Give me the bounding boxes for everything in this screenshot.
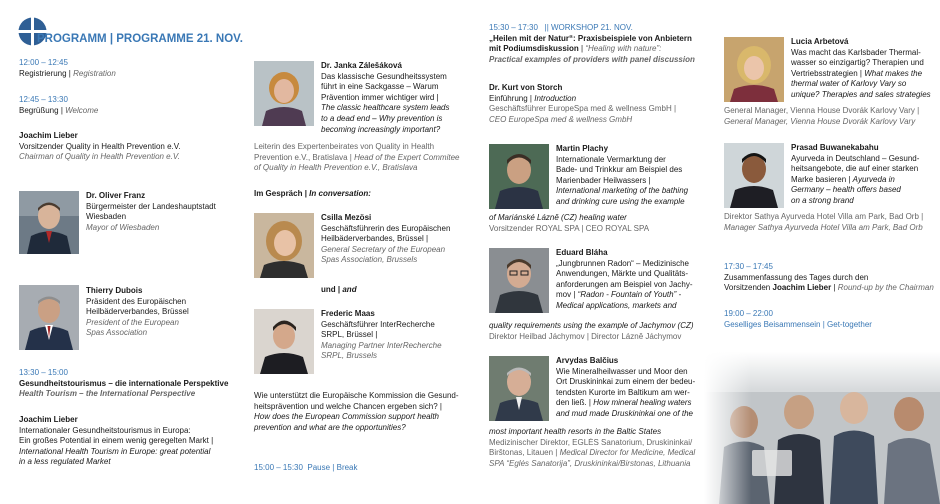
talk-de-1: Wie Mineralheilwasser und Moor den [556,366,688,376]
time-health-tourism: 13:30 – 15:00 [19,368,68,377]
portrait-icon [254,213,314,278]
talk-en-2: Medical applications, markets and [556,300,677,310]
role-de-2: Heilbäderverbandes, Brüssel | [321,234,429,244]
sep: | [831,283,838,293]
talk-de-2: wasser so einzigartig? Therapien und [791,58,924,68]
photo-oliver-franz [19,191,79,254]
role-en-2: Spas Association, Brussels [321,255,418,265]
speaker-name: Eduard Bláha [556,248,608,257]
role-en-1: Managing Partner InterRecherche [321,340,442,350]
talk-en-2: and mud made Druskininkai one of the [556,408,693,418]
talk-de-4: den ließ. | [556,398,591,408]
talk-de-1: Ayurveda in Deutschland – Gesund- [791,153,920,163]
speaker-name: Joachim Lieber [772,283,832,293]
and-label [321,285,421,296]
role-de-2: Wiesbaden [86,212,127,222]
page-title: PROGRAMM | PROGRAMME 21. NOV. [37,33,243,45]
talk-de-1: Internationale Vermarktung der [556,154,666,164]
photo-csilla-mezosi [254,213,314,278]
talk-en-2: in a less regulated Market [19,457,111,467]
time-registration: 12:00 – 12:45 [19,58,68,67]
role-de: Vorsitzender Quality in Health Prevention e.V. [19,141,181,151]
talk-en-2: to a dead end – Why prevention is [321,113,443,123]
time-pause: 15:00 – 15:30 [254,463,303,472]
role-en-2: of Quality in Health Prevention e.V., Bratislava [254,163,418,173]
talk-de-3: anforderungen am Beispiel von Jachy- [556,279,693,289]
workshop-title-2: mit Podiumsdiskussion [489,44,579,54]
talk-en-2: and drinking cure using the example [556,196,685,206]
storch-block [489,83,714,125]
registration-de: Registrierung [19,68,67,78]
workshop-title-1: „Heilen mit der Natur“: Praxisbeispiele von Anbietern [489,33,692,43]
time-summary: 17:30 – 17:45 [724,262,773,271]
talk-en-3: of Mariánské Lázně (CZ) healing water [489,213,627,222]
evening-en: Get-together [827,319,872,329]
registration-block [19,58,239,79]
talk-de-1: Internationaler Gesundheitstourismus in Europa: [19,425,191,435]
talk-de-4: mov | [556,290,576,300]
talk-de-2: heitsangebote, die auf einer starken [791,164,919,174]
zalesakova-block [321,61,461,135]
photo-arvydas-balcius [489,356,549,421]
talk-de-3: Vertriebsstrategien | [791,68,863,78]
role-de-2: Heilbäderverbandes, Brüssel [86,307,189,317]
portrait-icon [724,143,784,208]
portrait-icon [254,309,314,374]
talk-de-3: tendsten Kurorte im Baltikum am wer- [556,387,690,397]
talk-de: Einführung [489,93,528,103]
summary-de-1: Zusammenfassung des Tages durch den [724,272,869,282]
welcome-de: Begrüßung [19,105,59,115]
talk-en-2: Germany – health offers based [791,185,901,195]
talk-de-3: Prävention immer wichtiger wird | [321,92,439,102]
conversation-label [254,189,469,200]
role-en: General Manager, Vienna House Dvorák Karlovy Vary [724,116,916,126]
summary-de-2: Vorsitzenden [724,283,771,293]
role-de-1: Geschäftsführer InterRecherche [321,319,435,329]
health-tourism-block [19,368,249,400]
portrait-icon [19,191,79,254]
role-de-2: Prevention e.V., Bratislava | [254,152,352,162]
workshop-title-en-2: Practical examples of providers with panel discussion [489,54,695,64]
speaker-name: Joachim Lieber [19,415,78,424]
lieber-talk-block [19,415,249,468]
photo-martin-plachy [489,144,549,209]
photo-prasad-buwanekabahu [724,143,784,208]
photo-frederic-maas [254,309,314,374]
question-block [254,391,479,433]
blaha-block [556,248,696,312]
portrait-icon [489,248,549,313]
role-de-1: Präsident des Europäischen [86,296,187,306]
arbetova-role [724,106,939,127]
role-en: Mayor of Wiesbaden [86,222,160,232]
conversation-en: In conversation: [309,189,371,198]
photo-eduard-blaha [489,248,549,313]
role-de: Direktor Sathya Ayurveda Hotel Villa am Park, Bad Orb | [724,212,924,221]
question-de-2: heitsprävention und welche Chancen ergeben sich? | [254,401,442,411]
audience-image-icon [704,352,940,504]
role-en-1: President of the European [86,317,179,327]
maas-block [321,309,461,362]
portrait-icon [254,61,314,126]
talk-en-3: unique? Therapies and sales strategies [791,89,931,99]
role-de-1: Leiterin des Expertenbeirates von Quality in Health [254,142,435,151]
role-de-1: Medizinischer Direktor, EGLĖS Sanatorium, Druskininkai/ [489,437,693,447]
talk-en-3: most important health resorts in the Baltic States [489,427,662,436]
portrait-icon [489,356,549,421]
summary-block [724,262,939,294]
talk-de-2: Bade- und Trinkkur am Beispiel des [556,165,683,175]
speaker-name: Martin Plachy [556,144,609,153]
time-welcome: 12:45 – 13:30 [19,95,68,104]
session-title-en: Health Tourism – the International Perspective [19,389,196,399]
speaker-name: Joachim Lieber [19,131,78,140]
role-de-2: Birštonas, Litauen | [489,448,558,458]
balcius-block [556,356,696,420]
speaker-name: Prasad Buwanekabahu [791,143,879,152]
buwanekabahu-block [791,143,936,207]
summary-en: Round-up by the Chairman [837,283,934,293]
talk-en-3: quality requirements using the example of Jachymov (CZ) [489,321,694,330]
role-de-1: Geschäftsführerin des Europäischen [321,223,451,233]
welcome-en: Welcome [65,105,99,115]
role-en-2: SPA “Eglės Sanatorija”, Druskininkai/Birstonas, Lithuania [489,458,691,468]
plachy-block [556,144,696,208]
evening-de: Geselliges Beisammensein [724,319,821,329]
blaha-extra [489,321,714,342]
talk-en-3: becoming increasingly important? [321,124,441,134]
speaker-name: Arvydas Balčius [556,356,619,365]
sep: | [58,105,66,115]
role-en: Manager Sathya Ayurveda Hotel Villa am Park, Bad Orb [724,222,923,232]
workshop-title-en-1: “Healing with nature”: [585,44,662,54]
photo-thierry-dubois [19,285,79,350]
dubois-block [86,286,246,339]
time-evening: 19:00 – 22:00 [724,309,773,318]
speaker-name: Thierry Dubois [86,286,143,295]
conversation-de: Im Gespräch [254,189,303,198]
and-de: und [321,285,336,294]
portrait-icon [489,144,549,209]
role: Vorsitzender ROYAL SPA | CEO ROYAL SPA [489,223,650,233]
pause-de: Pause [307,463,331,472]
role-en-1: Head of the Expert Commitee [354,152,460,162]
buwanekabahu-role [724,212,939,233]
photo-janka-zalesakova [254,61,314,126]
talk-en: Introduction [534,93,577,103]
talk-de-2: Ort Druskininkai zum einem der bedeu- [556,377,696,387]
sep: | [66,68,74,78]
mezosi-block [321,213,461,266]
talk-de-1: „Jungbrunnen Radon“ – Medizinische [556,258,689,268]
talk-de-1: Das klassische Gesundheitssystem [321,71,447,81]
evening-block [724,309,939,330]
role-en-1: Medical Director for Medicine, Medical [559,448,696,458]
registration-en: Registration [73,68,116,78]
sep: | [820,319,828,329]
role-en-1: General Secretary of the European [321,244,446,254]
chairman-block [19,131,239,163]
sep: | [330,463,337,472]
talk-en-1: International marketing of the bathing [556,186,689,196]
talk-en-1: “Radon - Fountain of Youth” - [577,290,682,300]
franz-block [86,191,246,233]
talk-de-2: führt in eine Sackgasse – Warum [321,82,439,92]
time-workshop: 15:30 – 17:30 [489,23,538,32]
speaker-name: Dr. Janka Zálešáková [321,61,402,70]
speaker-name: Dr. Kurt von Storch [489,83,563,92]
workshop-block: 15:30 – 17:30 || WORKSHOP 21. NOV. „Heilen mit der Natur“: Praxisbeispiele von Anbietern mit Podiumsdiskussion | “Healing with nature”: Practical examples of providers with panel discussion [489,23,714,65]
role-de-1: Bürgermeister der Landeshauptstadt [86,201,216,211]
question-de-1: Wie unterstützt die Europäische Kommission die Gesund- [254,391,459,400]
arbetova-block [791,37,936,101]
sep: | [335,285,343,294]
talk-en-2: thermal water of Karlovy Vary so [791,79,907,89]
talk-en-1: What makes the [864,68,923,78]
talk-en-1: The classic healthcare system leads [321,103,450,113]
question-en-1: How does the European Commission support health [254,412,439,422]
zalesakova-role [254,142,469,174]
sep: | [527,93,535,103]
role: Direktor Heilbad Jáchymov | Director Lázně Jáchymov [489,331,682,341]
speaker-name: Csilla Mezösi [321,213,372,222]
role-de-2: SRPL, Brüssel | [321,330,378,340]
pause-block [254,463,454,474]
talk-de-2: Anwendungen, Märkte und Qualitäts- [556,269,689,279]
talk-de-3: Marke basieren | [791,174,851,184]
question-en-2: prevention and what are the opportunities? [254,422,406,432]
session-title-de: Gesundheitstourismus – die internationale Perspektive [19,378,229,388]
audience-photo [704,352,940,504]
role-de: Geschäftsführer EuropeSpa med & wellness GmbH | [489,104,677,114]
talk-en-3: on a strong brand [791,195,854,205]
role-en-2: Spas Association [86,328,148,338]
sep: || [544,23,551,32]
role-en: CEO EuropeSpa med & wellness GmbH [489,114,633,124]
welcome-block [19,95,239,116]
speaker-name: Dr. Oliver Franz [86,191,146,200]
talk-de-1: Was macht das Karlsbader Thermal- [791,47,921,57]
speaker-name: Lucia Arbetová [791,37,849,46]
and-en: and [342,285,357,294]
role-en: Chairman of Quality in Health Prevention e.V. [19,152,180,162]
role-de: General Manager, Vienna House Dvorák Karlovy Vary | [724,106,920,115]
talk-en-1: Ayurveda in [852,174,895,184]
talk-en-1: International Health Tourism in Europe: great potential [19,446,211,456]
portrait-icon [19,285,79,350]
balcius-extra [489,427,714,469]
workshop-label: WORKSHOP 21. NOV. [551,23,633,32]
plachy-extra [489,213,714,234]
talk-de-2: Ein großes Potential in einem wenig geregelten Markt | [19,436,214,446]
role-en-2: SRPL, Brussels [321,351,378,361]
talk-de-3: Marienbader Heilwassers | [556,175,651,185]
pause-en: Break [336,463,358,472]
portrait-icon [724,37,784,102]
speaker-name: Frederic Maas [321,309,375,318]
sep: | [302,189,310,198]
talk-en-1: How mineral healing waters [593,398,692,408]
photo-lucia-arbetova [724,37,784,102]
